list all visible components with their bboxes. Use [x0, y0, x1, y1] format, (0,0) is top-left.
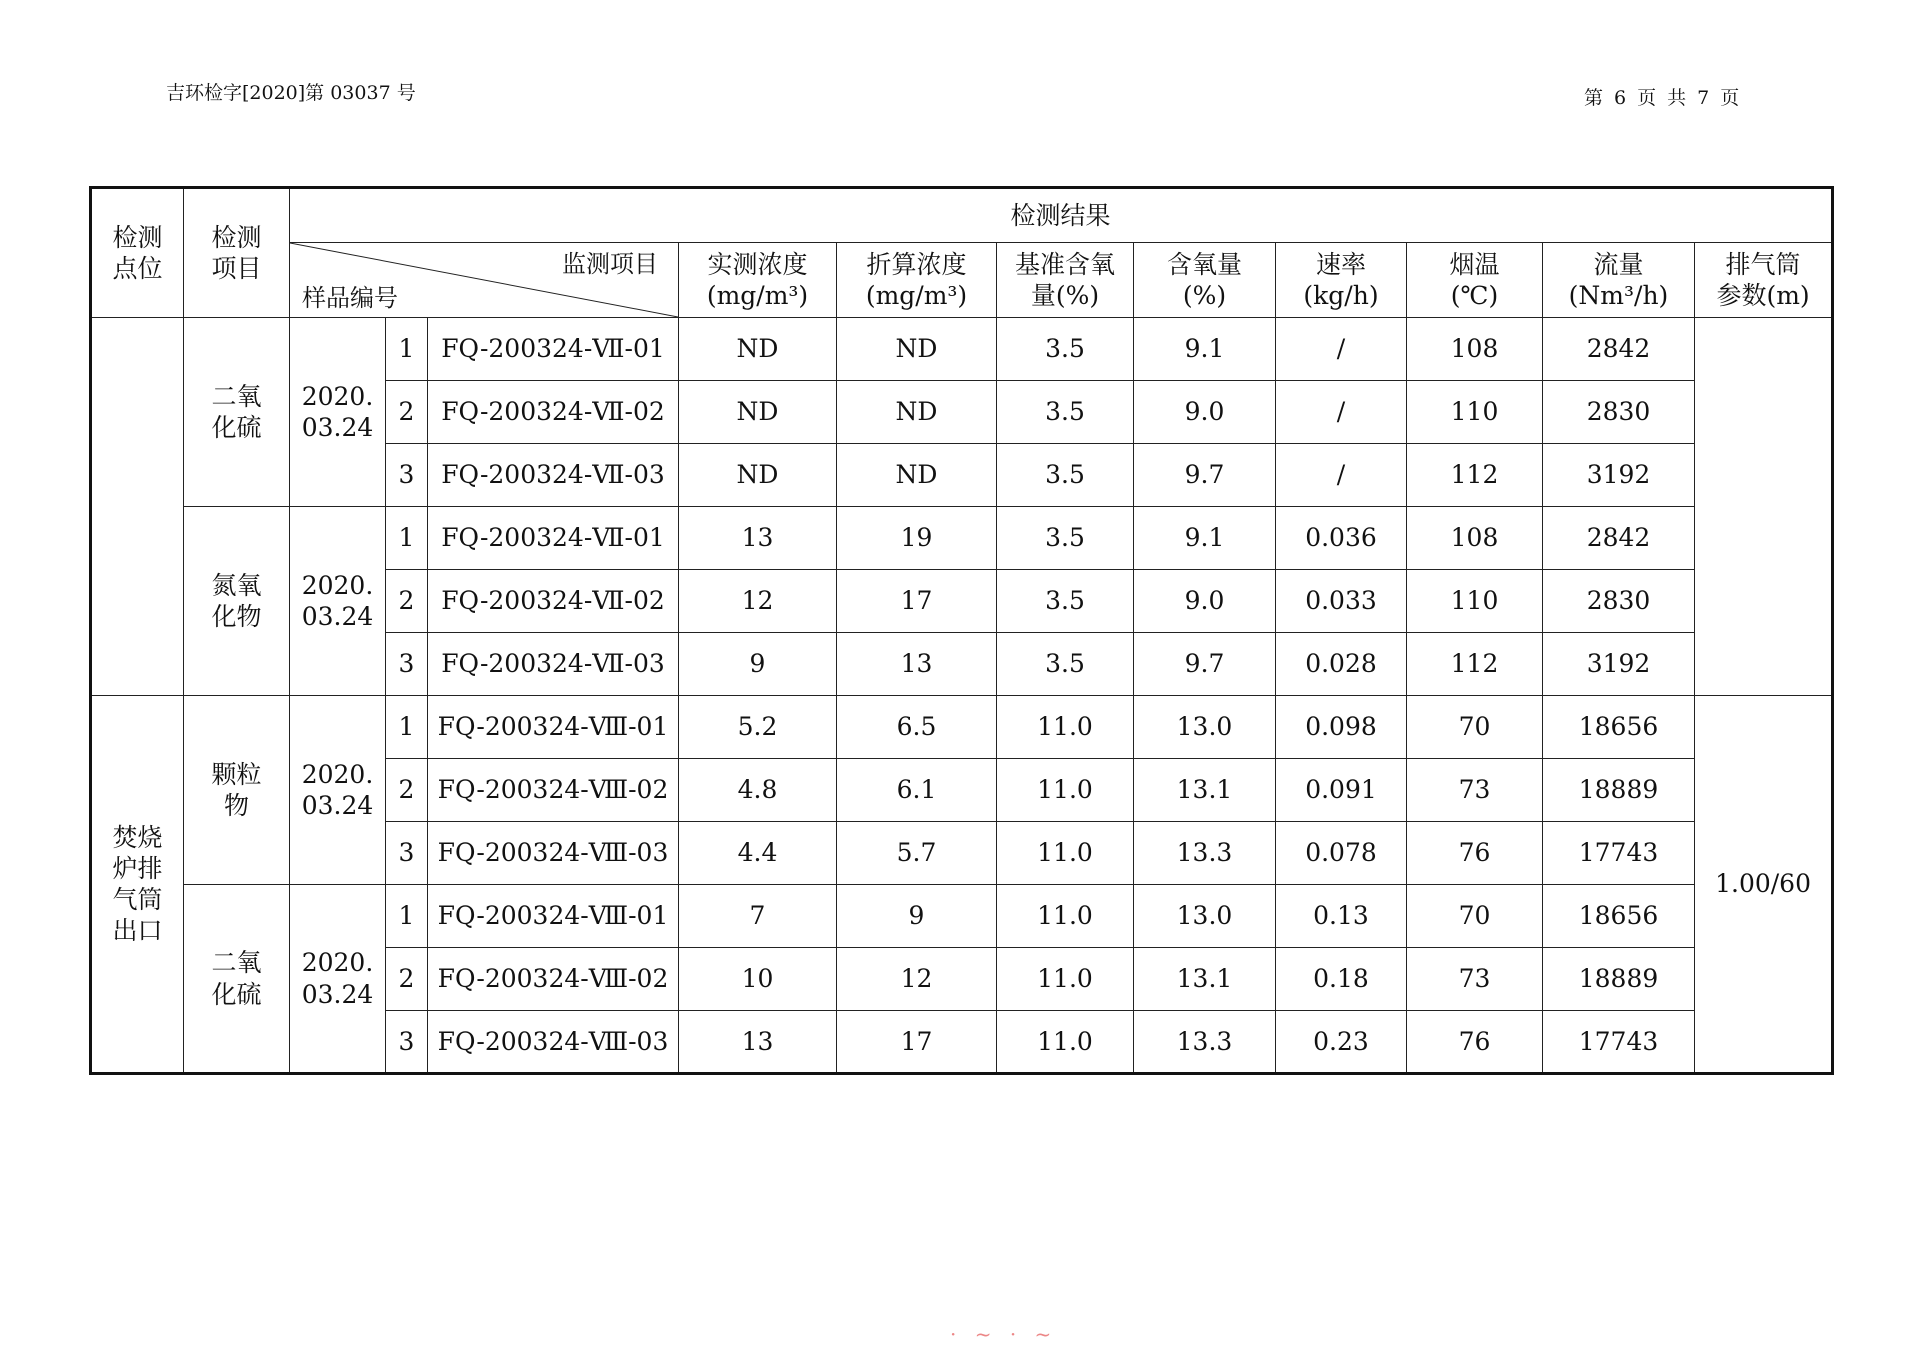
data-cell: 13.0	[1134, 885, 1276, 948]
data-cell: 3.5	[997, 507, 1134, 570]
data-cell: 0.18	[1276, 948, 1407, 1011]
data-cell: 0.098	[1276, 696, 1407, 759]
data-cell: 2842	[1543, 507, 1695, 570]
data-cell: 3	[386, 633, 428, 696]
data-cell: 0.13	[1276, 885, 1407, 948]
stack-param-cell	[1695, 318, 1833, 696]
data-cell: FQ-200324-Ⅷ-02	[428, 948, 679, 1011]
data-cell: 3192	[1543, 633, 1695, 696]
data-cell: ND	[679, 318, 837, 381]
data-cell: ND	[837, 318, 997, 381]
data-cell: FQ-200324-Ⅶ-02	[428, 570, 679, 633]
data-cell: 11.0	[997, 696, 1134, 759]
data-cell: 6.5	[837, 696, 997, 759]
data-cell: 11.0	[997, 1011, 1134, 1074]
data-cell: 4.8	[679, 759, 837, 822]
point-cell: 焚烧 炉排 气筒 出口	[91, 696, 184, 1074]
data-cell: 6.1	[837, 759, 997, 822]
data-cell: 9.1	[1134, 318, 1276, 381]
data-cell: 18656	[1543, 885, 1695, 948]
data-cell: 3.5	[997, 381, 1134, 444]
data-cell: 112	[1407, 633, 1543, 696]
data-cell: 11.0	[997, 759, 1134, 822]
data-cell: 2	[386, 759, 428, 822]
header-point: 检测 点位	[91, 188, 184, 318]
data-cell: 70	[1407, 885, 1543, 948]
item-cell: 二氧 化硫	[184, 885, 290, 1074]
date-cell: 2020. 03.24	[290, 696, 386, 885]
item-cell: 氮氧 化物	[184, 507, 290, 696]
date-cell: 2020. 03.24	[290, 507, 386, 696]
data-cell: 2830	[1543, 381, 1695, 444]
data-cell: /	[1276, 381, 1407, 444]
data-cell: 3	[386, 1011, 428, 1074]
data-cell: 3.5	[997, 633, 1134, 696]
data-cell: 4.4	[679, 822, 837, 885]
data-cell: 0.033	[1276, 570, 1407, 633]
data-cell: /	[1276, 318, 1407, 381]
seal-remnant: · ~ · ~	[950, 1322, 1058, 1346]
data-cell: 76	[1407, 1011, 1543, 1074]
data-cell: 12	[837, 948, 997, 1011]
data-cell: 1	[386, 507, 428, 570]
data-cell: 76	[1407, 822, 1543, 885]
data-cell: 108	[1407, 318, 1543, 381]
data-cell: FQ-200324-Ⅷ-03	[428, 822, 679, 885]
data-cell: 2842	[1543, 318, 1695, 381]
date-cell: 2020. 03.24	[290, 885, 386, 1074]
data-cell: 0.091	[1276, 759, 1407, 822]
data-cell: 12	[679, 570, 837, 633]
header-item: 检测 项目	[184, 188, 290, 318]
data-cell: 11.0	[997, 885, 1134, 948]
data-cell: 13.3	[1134, 1011, 1276, 1074]
report-number: 吉环检字[2020]第 03037 号	[166, 82, 416, 104]
table-row	[91, 885, 1833, 948]
header-sample-no: 样品编号	[302, 284, 398, 312]
data-cell: 3.5	[997, 570, 1134, 633]
data-cell: 17	[837, 1011, 997, 1074]
header-results: 检测结果	[290, 188, 1833, 243]
data-cell: 9.1	[1134, 507, 1276, 570]
header-col-4: 速率 (kg/h)	[1276, 243, 1407, 318]
item-cell: 颗粒 物	[184, 696, 290, 885]
data-cell: 9	[837, 885, 997, 948]
data-cell: 1	[386, 318, 428, 381]
header-col-6: 流量 (Nm³/h)	[1543, 243, 1695, 318]
data-cell: 110	[1407, 381, 1543, 444]
data-cell: 18889	[1543, 948, 1695, 1011]
data-cell: 3.5	[997, 318, 1134, 381]
data-cell: 9.7	[1134, 633, 1276, 696]
data-cell: FQ-200324-Ⅷ-03	[428, 1011, 679, 1074]
data-cell: 13.1	[1134, 759, 1276, 822]
data-cell: 17743	[1543, 822, 1695, 885]
data-cell: 0.078	[1276, 822, 1407, 885]
data-cell: 2	[386, 948, 428, 1011]
header-col-1: 折算浓度 (mg/m³)	[837, 243, 997, 318]
data-cell: 13	[679, 1011, 837, 1074]
data-cell: FQ-200324-Ⅶ-01	[428, 507, 679, 570]
page-indicator: 第 6 页 共 7 页	[1584, 87, 1743, 109]
data-cell: FQ-200324-Ⅷ-01	[428, 696, 679, 759]
data-cell: 0.036	[1276, 507, 1407, 570]
table-row	[91, 318, 1833, 381]
data-cell: 5.2	[679, 696, 837, 759]
header-col-7: 排气筒 参数(m)	[1695, 243, 1833, 318]
data-cell: 2830	[1543, 570, 1695, 633]
data-cell: 7	[679, 885, 837, 948]
header-monitor-item: 监测项目	[562, 250, 658, 278]
data-cell: 11.0	[997, 822, 1134, 885]
date-cell: 2020. 03.24	[290, 318, 386, 507]
data-cell: ND	[679, 444, 837, 507]
data-cell: 3	[386, 822, 428, 885]
data-cell: 3.5	[997, 444, 1134, 507]
data-cell: 9.0	[1134, 381, 1276, 444]
header-col-0: 实测浓度 (mg/m³)	[679, 243, 837, 318]
data-cell: FQ-200324-Ⅶ-03	[428, 444, 679, 507]
data-cell: ND	[679, 381, 837, 444]
item-cell: 二氧 化硫	[184, 318, 290, 507]
data-cell: 112	[1407, 444, 1543, 507]
data-cell: FQ-200324-Ⅷ-02	[428, 759, 679, 822]
data-cell: 18656	[1543, 696, 1695, 759]
data-cell: 2	[386, 570, 428, 633]
data-cell: 0.028	[1276, 633, 1407, 696]
data-cell: 13.1	[1134, 948, 1276, 1011]
data-cell: FQ-200324-Ⅷ-01	[428, 885, 679, 948]
data-cell: 70	[1407, 696, 1543, 759]
data-cell: 13	[837, 633, 997, 696]
point-cell	[91, 318, 184, 696]
monitoring-results-table	[89, 186, 1834, 1075]
data-cell: 73	[1407, 759, 1543, 822]
data-cell: 13	[679, 507, 837, 570]
data-cell: 19	[837, 507, 997, 570]
data-cell: 5.7	[837, 822, 997, 885]
header-diagonal-cell	[290, 243, 679, 318]
data-cell: ND	[837, 381, 997, 444]
data-cell: 9.0	[1134, 570, 1276, 633]
data-cell: 13.0	[1134, 696, 1276, 759]
data-cell: 10	[679, 948, 837, 1011]
data-cell: /	[1276, 444, 1407, 507]
data-cell: 9.7	[1134, 444, 1276, 507]
data-cell: 11.0	[997, 948, 1134, 1011]
table-row	[91, 696, 1833, 759]
data-cell: 18889	[1543, 759, 1695, 822]
stack-param-cell: 1.00/60	[1695, 696, 1833, 1074]
table-row	[91, 507, 1833, 570]
data-cell: 73	[1407, 948, 1543, 1011]
data-cell: 17	[837, 570, 997, 633]
data-cell: ND	[837, 444, 997, 507]
header-col-2: 基准含氧 量(%)	[997, 243, 1134, 318]
data-cell: 3192	[1543, 444, 1695, 507]
data-cell: 17743	[1543, 1011, 1695, 1074]
data-cell: 3	[386, 444, 428, 507]
data-cell: 1	[386, 696, 428, 759]
data-cell: 1	[386, 885, 428, 948]
data-cell: 9	[679, 633, 837, 696]
data-cell: FQ-200324-Ⅶ-01	[428, 318, 679, 381]
header-col-3: 含氧量 (%)	[1134, 243, 1276, 318]
data-cell: FQ-200324-Ⅶ-02	[428, 381, 679, 444]
data-cell: FQ-200324-Ⅶ-03	[428, 633, 679, 696]
data-cell: 2	[386, 381, 428, 444]
data-cell: 108	[1407, 507, 1543, 570]
data-cell: 0.23	[1276, 1011, 1407, 1074]
data-cell: 13.3	[1134, 822, 1276, 885]
data-cell: 110	[1407, 570, 1543, 633]
header-col-5: 烟温 (℃)	[1407, 243, 1543, 318]
